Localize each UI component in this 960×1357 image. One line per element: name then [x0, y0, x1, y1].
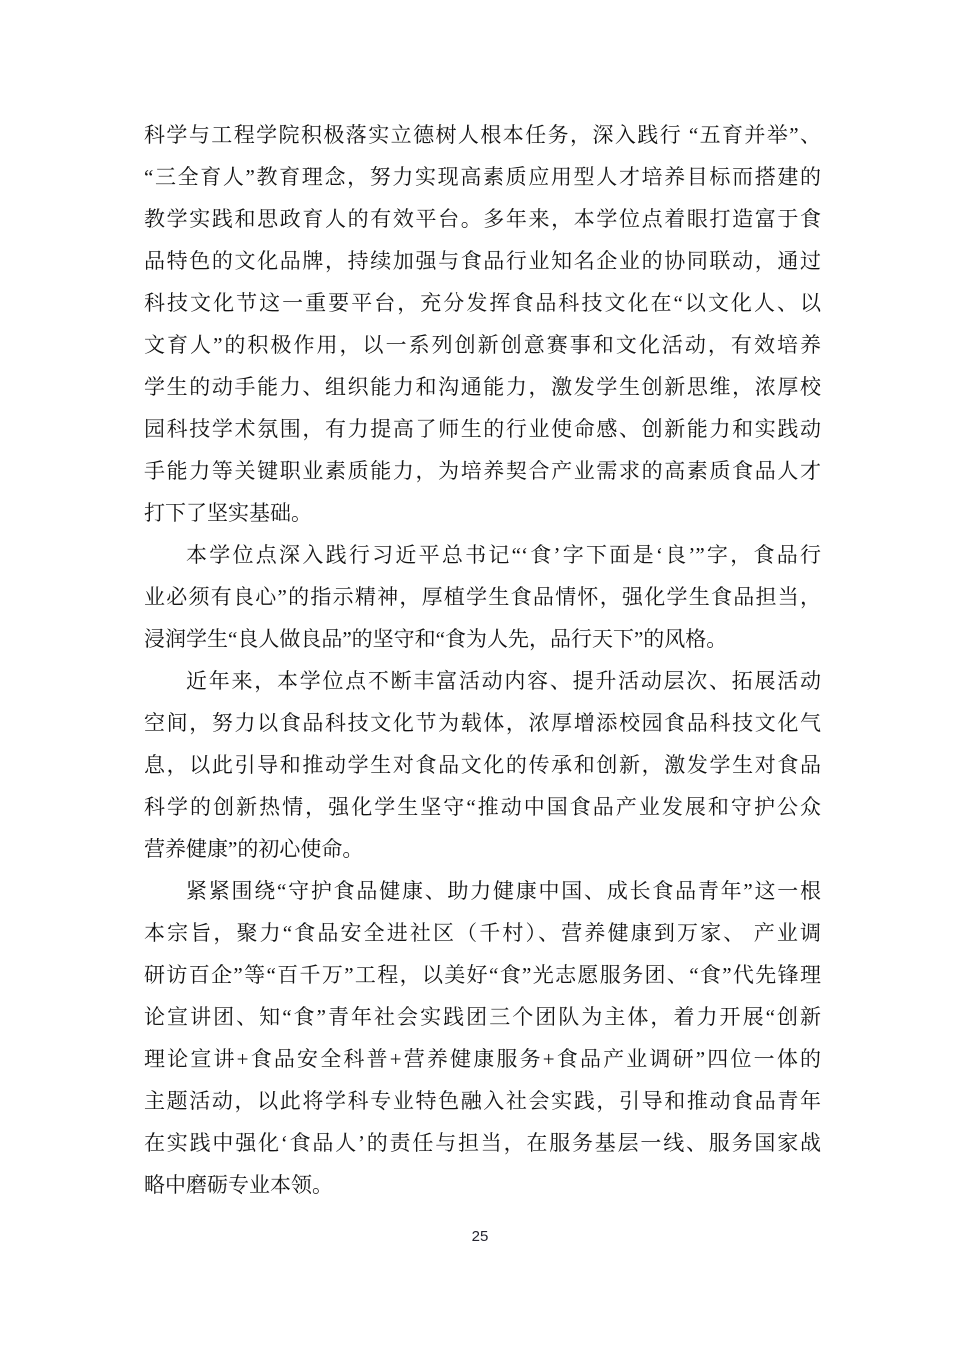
text-line: 紧紧围绕“守护食品健康、助力健康中国、成长食品青年”这一根 — [186, 879, 821, 903]
text-line: 园科技学术氛围，有力提高了师生的行业使命感、创新能力和实践动 — [144, 417, 821, 441]
text-line: 本学位点深入践行习近平总书记“‘食’字下面是‘良’”字，食品行 — [186, 543, 821, 567]
text-line: 科学的创新热情，强化学生坚守“推动中国食品产业发展和守护公众 — [144, 795, 821, 819]
page-footer — [0, 1228, 960, 1245]
text-line: 科学与工程学院积极落实立德树人根本任务，深入践行 “五育并举”、 — [144, 123, 821, 147]
document-body — [144, 114, 821, 1206]
text-line: 略中磨砺专业本领。 — [144, 1173, 333, 1197]
text-line: 理论宣讲+食品安全科普+营养健康服务+食品产业调研”四位一体的 — [144, 1047, 821, 1071]
text-line: 营养健康”的初心使命。 — [144, 837, 364, 861]
text-line: 手能力等关键职业素质能力，为培养契合产业需求的高素质食品人才 — [144, 459, 821, 483]
text-line: “三全育人”教育理念，努力实现高素质应用型人才培养目标而搭建的 — [144, 165, 821, 189]
text-line: 科技文化节这一重要平台，充分发挥食品科技文化在“以文化人、以 — [144, 291, 821, 315]
text-line: 打下了坚实基础。 — [144, 501, 312, 525]
text-line: 近年来，本学位点不断丰富活动内容、提升活动层次、拓展活动 — [186, 669, 821, 693]
text-line: 本宗旨，聚力“食品安全进社区（千村）、营养健康到万家、 产业调 — [144, 921, 821, 945]
text-line: 空间，努力以食品科技文化节为载体，浓厚增添校园食品科技文化气 — [144, 711, 821, 735]
text-line: 研访百企”等“百千万”工程，以美好“食”光志愿服务团、“食”代先锋理 — [144, 963, 821, 987]
text-line: 论宣讲团、知“食”青年社会实践团三个团队为主体，着力开展“创新 — [144, 1005, 821, 1029]
text-line: 息，以此引导和推动学生对食品文化的传承和创新，激发学生对食品 — [144, 753, 821, 777]
text-line: 学生的动手能力、组织能力和沟通能力，激发学生创新思维，浓厚校 — [144, 375, 821, 399]
text-line: 教学实践和思政育人的有效平台。多年来，本学位点着眼打造富于食 — [144, 207, 821, 231]
text-line: 业必须有良心”的指示精神，厚植学生食品情怀，强化学生食品担当， — [144, 585, 821, 609]
text-line: 浸润学生“良人做良品”的坚守和“食为人先，品行天下”的风格。 — [144, 627, 728, 651]
text-line: 文育人”的积极作用，以一系列创新创意赛事和文化活动，有效培养 — [144, 333, 821, 357]
text-line: 品特色的文化品牌，持续加强与食品行业知名企业的协同联动，通过 — [144, 249, 821, 273]
text-line: 在实践中强化‘食品人’的责任与担当，在服务基层一线、服务国家战 — [144, 1131, 821, 1155]
text-line: 主题活动，以此将学科专业特色融入社会实践，引导和推动食品青年 — [144, 1089, 821, 1113]
page-number: 25 — [471, 1228, 489, 1245]
